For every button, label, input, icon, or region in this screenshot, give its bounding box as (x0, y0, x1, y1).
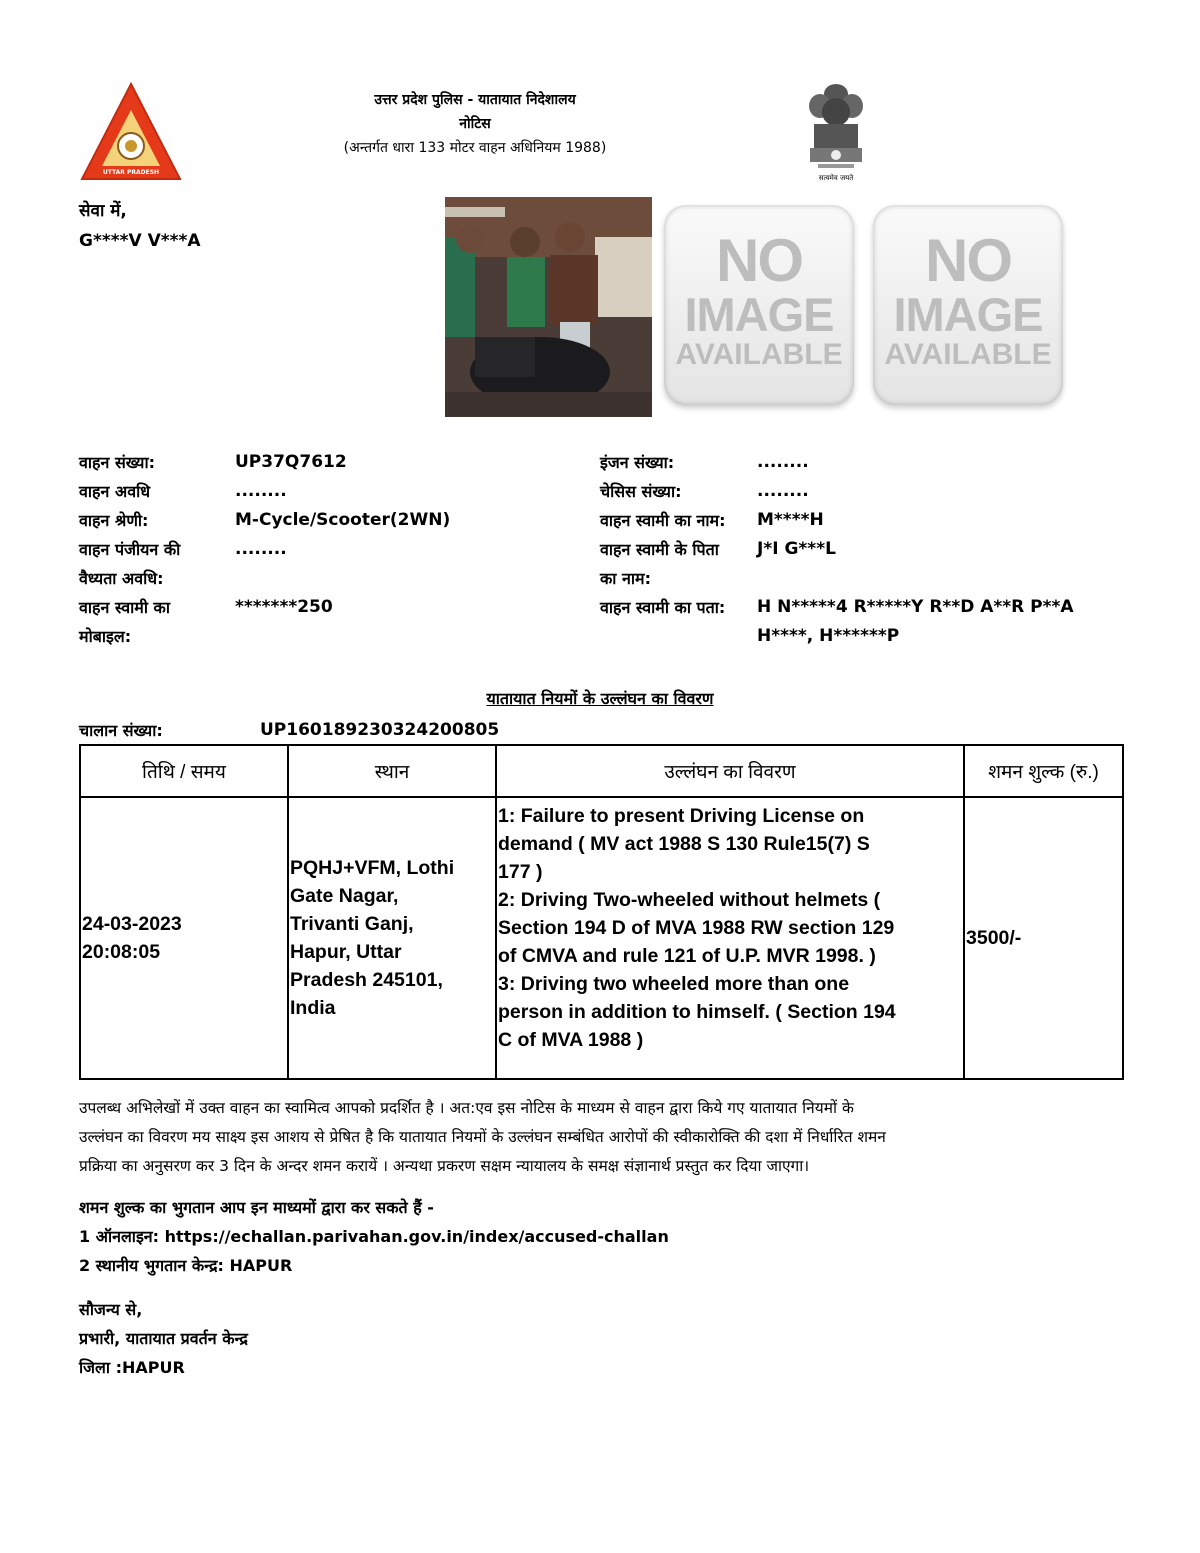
place-line: Trivanti Ganj, (290, 913, 414, 935)
owner-address-value-1: H N*****4 R*****Y R**D A**R P**A (757, 597, 1074, 617)
cell-fee: 3500/- (964, 797, 1123, 1079)
owner-address-value-2: H****, H******P (757, 626, 900, 646)
place-line: Gate Nagar, (290, 885, 399, 907)
payment-title: शमन शुल्क का भुगतान आप इन माध्यमों द्वारा कर सकते हैं - (79, 1198, 434, 1217)
owner-father-value: J*I G***L (757, 539, 836, 559)
no-image-placeholder-1 (664, 205, 854, 405)
no-image-line-2: IMAGE (684, 288, 834, 341)
chassis-number-value: ........ (757, 481, 809, 501)
footer-courtesy: सौजन्य से, (79, 1300, 143, 1319)
footer-officer: प्रभारी, यातायात प्रवर्तन केन्द्र (79, 1329, 248, 1348)
footer-district (79, 1353, 185, 1382)
violation-table (79, 744, 1124, 1080)
payment-online-label: 1 ऑनलाइन: (79, 1227, 160, 1246)
notice-line-1: उपलब्ध अभिलेखों में उक्त वाहन का स्वामित्व आपको प्रदर्शित है । अत:एव इस नोटिस के माध्यम से वाहन द्वारा किये गए यातायात नियमों के (79, 1099, 854, 1117)
place-line: Hapur, Uttar (290, 941, 402, 963)
footer-district-label: जिला : (79, 1358, 122, 1377)
table-header-row (80, 745, 1123, 797)
column-header-place: स्थान (288, 745, 496, 797)
registration-validity-label-2: वैध्यता अवधि: (79, 569, 164, 588)
no-image-placeholder-2 (873, 205, 1063, 405)
payment-online-url[interactable]: https://echallan.parivahan.gov.in/index/accused-challan (164, 1227, 669, 1246)
place-line: PQHJ+VFM, Lothi (290, 857, 455, 879)
detail-line: 1: Failure to present Driving License on (498, 805, 865, 827)
addressee-name: G****V V***A (79, 231, 201, 251)
emblem-motto: सत्यमेव जयते (818, 174, 854, 182)
chassis-number-label: चेसिस संख्या: (600, 482, 682, 501)
notice-paragraph (79, 1094, 1129, 1181)
engine-number-label: इंजन संख्या: (600, 453, 675, 472)
cell-details (496, 797, 964, 1079)
detail-line: 2: Driving Two-wheeled without helmets ( (498, 889, 881, 911)
addressee-salutation: सेवा में, (79, 201, 127, 221)
engine-number-value: ........ (757, 452, 809, 472)
detail-line: 3: Driving two wheeled more than one (498, 973, 850, 995)
challan-number-label: चालान संख्या: (79, 721, 163, 740)
vehicle-period-value: ........ (235, 481, 287, 501)
evidence-photo (445, 197, 652, 417)
detail-line: of CMVA and rule 121 of U.P. MVR 1998. ) (498, 945, 876, 967)
payment-online (79, 1222, 669, 1251)
cell-place (288, 797, 496, 1079)
detail-line: Section 194 D of MVA 1988 RW section 129 (498, 917, 895, 939)
violation-section-title: यातायात नियमों के उल्लंघन का विवरण (486, 689, 714, 708)
place-line: Pradesh 245101, (290, 969, 443, 991)
detail-line: 177 ) (498, 861, 543, 883)
no-image-line-2: IMAGE (893, 288, 1043, 341)
vehicle-period-label: वाहन अवधि (79, 482, 151, 501)
owner-name-label: वाहन स्वामी का नाम: (600, 511, 726, 530)
vehicle-number-value: UP37Q7612 (235, 452, 347, 472)
no-image-line-3: AVAILABLE (884, 338, 1052, 371)
payment-local-label: 2 स्थानीय भुगतान केन्द्र: (79, 1256, 224, 1275)
notice-header (250, 88, 700, 160)
registration-validity-value: ........ (235, 539, 287, 559)
violation-date: 24-03-2023 (82, 913, 182, 935)
logo-text: UTTAR PRADESH (102, 169, 160, 176)
header-line-1: उत्तर प्रदेश पुलिस - यातायात निदेशालय (374, 92, 576, 108)
traffic-directorate-logo (80, 82, 182, 182)
header-line-3: (अन्तर्गत धारा 133 मोटर वाहन अधिनियम 1988) (343, 140, 607, 156)
header-line-2: नोटिस (459, 116, 491, 132)
no-image-line-3: AVAILABLE (675, 338, 843, 371)
national-emblem (800, 80, 872, 188)
column-header-details: उल्लंघन का विवरण (496, 745, 964, 797)
no-image-line-1: NO (925, 227, 1011, 294)
footer-district-value: HAPUR (121, 1358, 185, 1377)
owner-father-label-1: वाहन स्वामी के पिता (600, 540, 719, 559)
owner-address-label: वाहन स्वामी का पता: (600, 598, 726, 617)
no-image-line-1: NO (716, 227, 802, 294)
table-row (80, 797, 1123, 1079)
notice-line-3: प्रक्रिया का अनुसरण कर 3 दिन के अन्दर शमन करायें । अन्यथा प्रकरण सक्षम न्यायालय के समक्ष संज्ञानार्थ प्रस्तुत कर दिया जाएगा। (79, 1157, 810, 1175)
payment-local-value: HAPUR (229, 1256, 293, 1275)
owner-mobile-value: *******250 (235, 597, 333, 617)
detail-line: person in addition to himself. ( Section 194 (498, 1001, 896, 1023)
owner-father-label-2: का नाम: (600, 569, 651, 588)
challan-number-value: UP16018923032420080​5 (260, 720, 500, 740)
owner-name-value: M****H (757, 510, 824, 530)
vehicle-category-label: वाहन श्रेणी: (79, 511, 149, 530)
cell-datetime (80, 797, 288, 1079)
column-header-datetime: तिथि / समय (80, 745, 288, 797)
column-header-fee: शमन शुल्क (रु.) (964, 745, 1123, 797)
detail-line: demand ( MV act 1988 S 130 Rule15(7) S (498, 833, 870, 855)
registration-validity-label-1: वाहन पंजीयन की (79, 540, 181, 559)
payment-local (79, 1251, 292, 1280)
owner-mobile-label-2: मोबाइल: (79, 627, 132, 646)
vehicle-number-label: वाहन संख्या: (79, 453, 155, 472)
owner-mobile-label-1: वाहन स्वामी का (79, 598, 170, 617)
vehicle-category-value: M-Cycle/Scooter(2WN) (235, 510, 451, 530)
notice-line-2: उल्लंघन का विवरण मय साक्ष्य इस आशय से प्रेषित है कि यातायात नियमों के उल्लंघन सम्बंधित आरोपों की स्वीकारोक्ति की दशा में निर्धारित शमन (79, 1128, 886, 1146)
place-line: India (290, 997, 336, 1019)
violation-time: 20:08:05 (82, 941, 161, 963)
detail-line: C of MVA 1988 ) (498, 1029, 644, 1051)
